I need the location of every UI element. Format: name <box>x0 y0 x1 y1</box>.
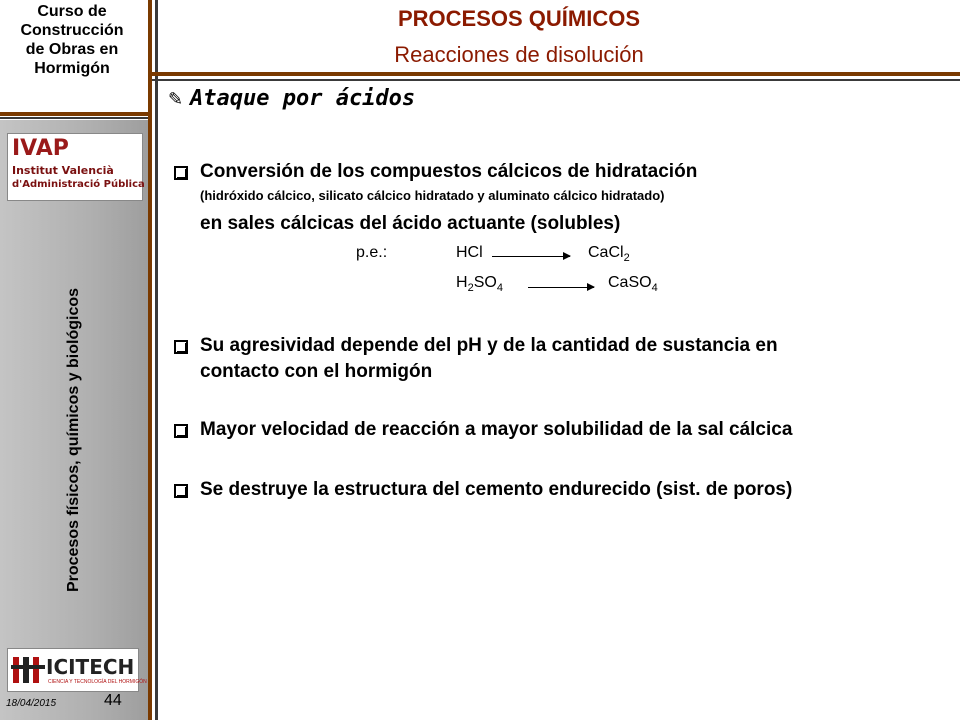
checkbox-bullet-icon <box>174 166 188 180</box>
page-title: PROCESOS QUÍMICOS <box>397 6 641 31</box>
example-label: p.e.: <box>356 244 388 261</box>
bullet-2-line-2: contacto con el hormigón <box>200 361 433 382</box>
section-heading: ✎ Ataque por ácidos <box>168 86 416 111</box>
page-number: 44 <box>104 692 122 709</box>
reaction-1-arrow-icon <box>492 256 570 257</box>
reaction-1-product: CaCl$_2$ <box>588 244 630 265</box>
section-vertical-label: Procesos físicos, químicos y biológicos <box>65 287 82 593</box>
course-title: Curso de Construcción de Obras en Hormigón <box>20 3 124 77</box>
bullet-1-line-2: en sales cálcicas del ácido actuante (solubles) <box>200 213 621 234</box>
reaction-1-reactant: HCl <box>456 244 483 261</box>
header-divider-shadow <box>152 79 960 81</box>
pencil-icon: ✎ <box>168 89 184 110</box>
reaction-2-arrow-icon <box>528 287 594 288</box>
checkbox-bullet-icon <box>174 424 188 438</box>
header-divider <box>152 72 960 76</box>
vertical-divider-shadow <box>155 0 158 720</box>
sidebar-header <box>0 0 148 112</box>
checkbox-bullet-icon <box>174 340 188 354</box>
sidebar-divider-shadow <box>0 117 152 119</box>
vertical-divider <box>148 0 152 720</box>
sidebar <box>0 0 148 720</box>
bullet-3: Mayor velocidad de reacción a mayor solubilidad de la sal cálcica <box>200 419 793 440</box>
bullet-1-line-1: Conversión de los compuestos cálcicos de hidratación <box>200 161 698 182</box>
ivap-logo: IVAP Institut Valencià d'Administració Pública <box>7 133 143 201</box>
bullet-4: Se destruye la estructura del cemento endurecido (sist. de poros) <box>200 479 793 500</box>
checkbox-bullet-icon <box>174 484 188 498</box>
sidebar-divider <box>0 112 152 116</box>
reaction-2-product: CaSO$_4$ <box>608 274 658 295</box>
icitech-mark-icon <box>11 653 45 687</box>
slide-header <box>158 0 960 72</box>
icitech-logo: ICITECH CIENCIA Y TECNOLOGÍA DEL HORMIGÓN <box>7 648 139 692</box>
bullet-2-line-1: Su agresividad depende del pH y de la cantidad de sustancia en <box>200 335 778 356</box>
slide-date: 18/04/2015 <box>6 698 57 709</box>
bullet-1-note: (hidróxido cálcico, silicato cálcico hidratado y aluminato cálcico hidratado) <box>200 188 665 203</box>
page-subtitle: Reacciones de disolución <box>394 42 644 67</box>
reaction-2-reactant: $H_2SO_4$ <box>456 274 503 295</box>
